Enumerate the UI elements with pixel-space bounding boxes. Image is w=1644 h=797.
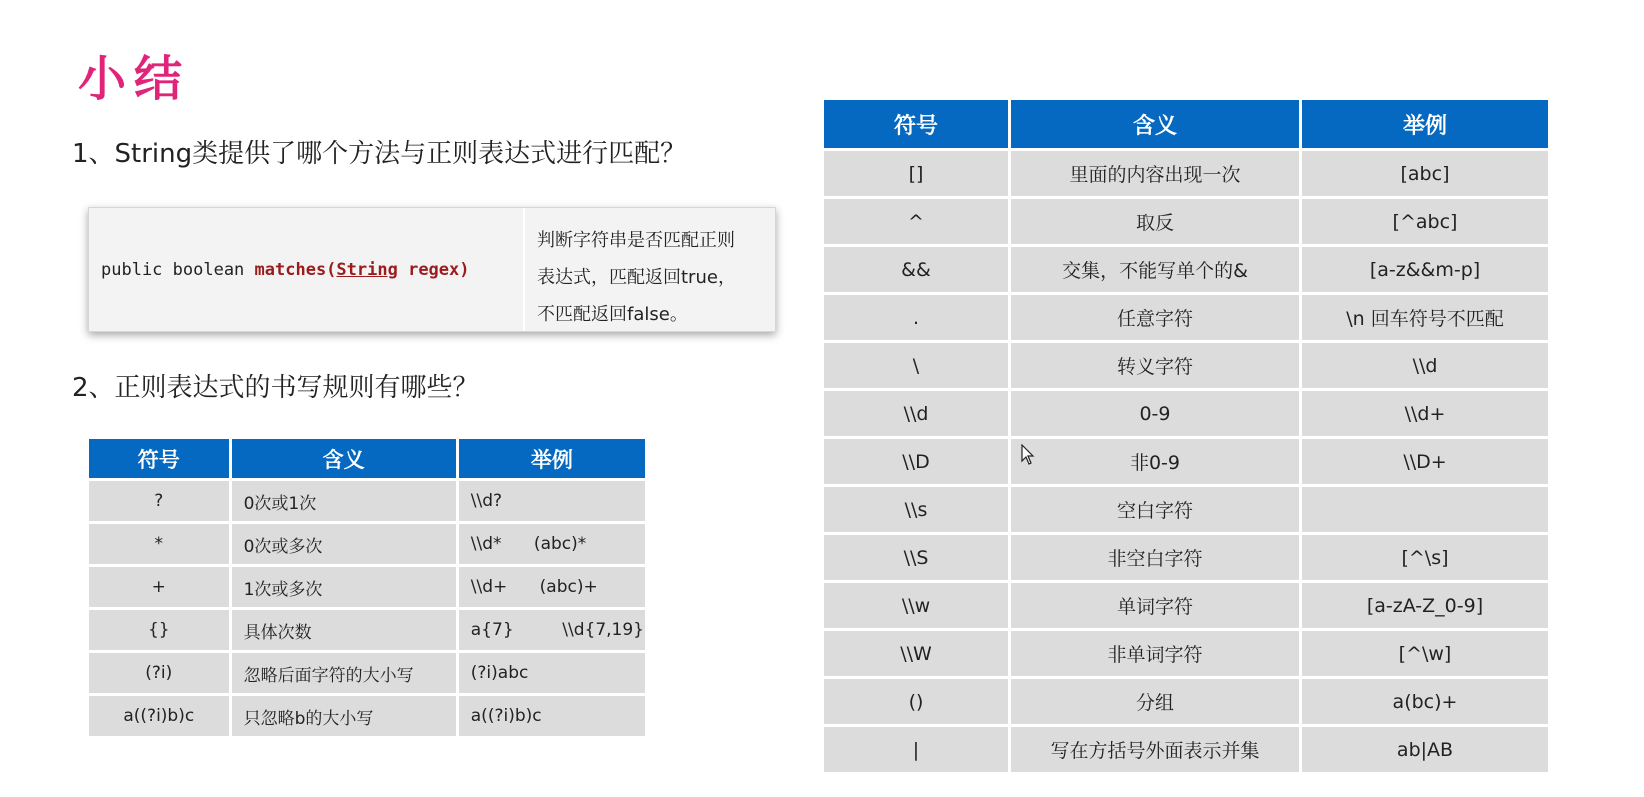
cell-example: \\d?: [459, 481, 645, 521]
header-meaning: 含义: [1011, 100, 1299, 148]
cell-meaning: 1次或多次: [232, 567, 456, 607]
header-example: 举例: [1302, 100, 1548, 148]
cell-example: \\d+: [1302, 391, 1548, 436]
cell-meaning: 0次或1次: [232, 481, 456, 521]
header-symbol: 符号: [89, 439, 229, 478]
cell-meaning: 写在方括号外面表示并集: [1011, 727, 1299, 772]
cell-example: a{7} \\d{7,19}: [459, 610, 645, 650]
cell-meaning: 忽略后面字符的大小写: [232, 653, 456, 693]
cell-meaning: 具体次数: [232, 610, 456, 650]
table-row: [89, 524, 645, 564]
table-row: [824, 727, 1548, 772]
cell-example: [1302, 487, 1548, 532]
cell-meaning: 非单词字符: [1011, 631, 1299, 676]
cell-meaning: 取反: [1011, 199, 1299, 244]
cell-symbol: +: [89, 567, 229, 607]
method-signature: [89, 208, 525, 331]
header-example: 举例: [459, 439, 645, 478]
cell-symbol: (?i): [89, 653, 229, 693]
cell-example: a(bc)+: [1302, 679, 1548, 724]
cell-example: \n 回车符号不匹配: [1302, 295, 1548, 340]
quantifier-table: [86, 436, 648, 739]
cell-symbol: \: [824, 343, 1008, 388]
cell-meaning: 里面的内容出现一次: [1011, 151, 1299, 196]
cell-example: [^\w]: [1302, 631, 1548, 676]
cell-example: [^abc]: [1302, 199, 1548, 244]
cell-symbol: .: [824, 295, 1008, 340]
method-param-rest: regex): [397, 259, 470, 280]
method-description-line: 表达式，匹配返回true，: [537, 267, 736, 288]
cell-symbol: \\D: [824, 439, 1008, 484]
method-prefix: public boolean: [101, 259, 255, 280]
mouse-cursor-icon: [1021, 444, 1035, 466]
question-2: 2、正则表达式的书写规则有哪些？: [72, 373, 479, 403]
cell-symbol: \\s: [824, 487, 1008, 532]
cell-symbol: \\W: [824, 631, 1008, 676]
header-meaning: 含义: [232, 439, 456, 478]
table-row: [89, 610, 645, 650]
table-row: [824, 247, 1548, 292]
cell-symbol: \\S: [824, 535, 1008, 580]
cell-meaning: 只忽略b的大小写: [232, 696, 456, 736]
table-row: [824, 439, 1548, 484]
table-row: [824, 151, 1548, 196]
table-row: [824, 199, 1548, 244]
cell-symbol: \\w: [824, 583, 1008, 628]
table-row: [824, 679, 1548, 724]
cell-example: [^\s]: [1302, 535, 1548, 580]
table-row: [824, 343, 1548, 388]
cell-symbol: (): [824, 679, 1008, 724]
cell-example: [a-z&&m-p]: [1302, 247, 1548, 292]
cell-meaning: 非空白字符: [1011, 535, 1299, 580]
method-description-line: 不匹配返回false。: [537, 304, 688, 325]
cell-symbol: *: [89, 524, 229, 564]
cell-example: \\d: [1302, 343, 1548, 388]
cell-symbol: ^: [824, 199, 1008, 244]
cell-meaning: 分组: [1011, 679, 1299, 724]
cell-example: [a-zA-Z_0-9]: [1302, 583, 1548, 628]
table-row: [824, 295, 1548, 340]
cell-example: ab|AB: [1302, 727, 1548, 772]
cell-example: (?i)abc: [459, 653, 645, 693]
cell-example: a((?i)b)c: [459, 696, 645, 736]
cell-symbol: []: [824, 151, 1008, 196]
cell-meaning: 空白字符: [1011, 487, 1299, 532]
cell-symbol: a((?i)b)c: [89, 696, 229, 736]
cell-meaning: 转义字符: [1011, 343, 1299, 388]
method-name: matches(: [254, 259, 337, 280]
cell-meaning: 0次或多次: [232, 524, 456, 564]
cell-meaning: 单词字符: [1011, 583, 1299, 628]
cell-example: \\D+: [1302, 439, 1548, 484]
cell-example: \\d* (abc)*: [459, 524, 645, 564]
question-1: 1、String类提供了哪个方法与正则表达式进行匹配？: [72, 139, 687, 169]
method-description: [525, 208, 775, 331]
page-title: 小结: [78, 51, 191, 107]
table-row: [824, 487, 1548, 532]
table-row: [824, 391, 1548, 436]
table-row: [89, 481, 645, 521]
table-row: [89, 696, 645, 736]
cell-symbol: ?: [89, 481, 229, 521]
table-row: [824, 535, 1548, 580]
cell-symbol: {}: [89, 610, 229, 650]
cell-meaning: 任意字符: [1011, 295, 1299, 340]
symbol-table: [821, 97, 1551, 775]
method-description-line: 判断字符串是否匹配正则: [537, 230, 735, 251]
cell-example: [abc]: [1302, 151, 1548, 196]
cell-symbol: |: [824, 727, 1008, 772]
cell-symbol: \\d: [824, 391, 1008, 436]
table-row: [89, 567, 645, 607]
cell-meaning: 交集，不能写单个的&: [1011, 247, 1299, 292]
table-header-row: [824, 100, 1548, 148]
cell-example: \\d+ (abc)+: [459, 567, 645, 607]
table-row: [824, 583, 1548, 628]
table-row: [824, 631, 1548, 676]
cell-meaning: 非0-9: [1011, 439, 1299, 484]
table-row: [89, 653, 645, 693]
method-box: [88, 207, 776, 332]
header-symbol: 符号: [824, 100, 1008, 148]
table-header-row: [89, 439, 645, 478]
method-param-type: String: [336, 259, 398, 280]
cell-symbol: &&: [824, 247, 1008, 292]
cell-meaning: 0-9: [1011, 391, 1299, 436]
